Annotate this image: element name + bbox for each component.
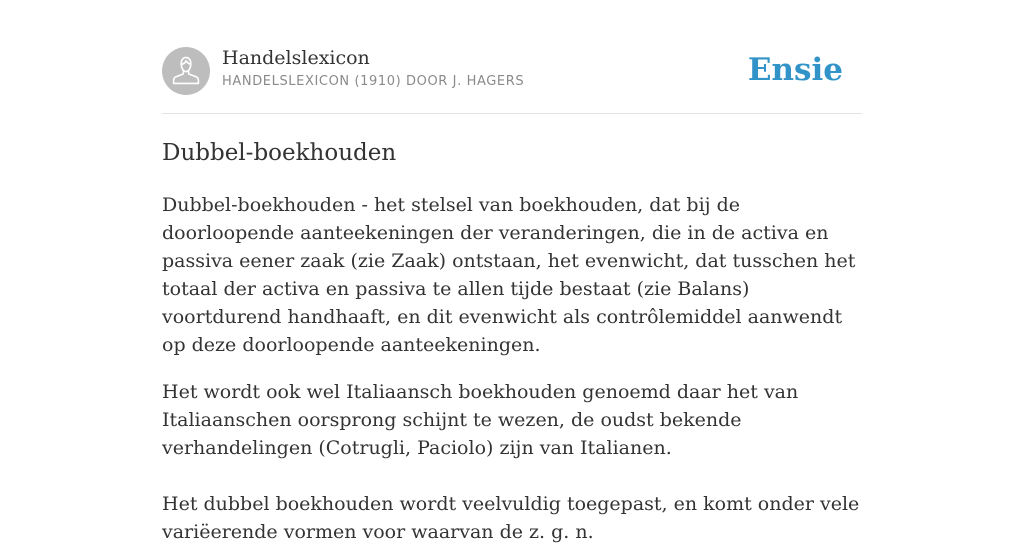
article-paragraph: Het wordt ook wel Italiaansch boekhouden genoemd daar het van Italiaanschen oorsprong schijnt te wezen, de oudst bekende verhandelingen (Cotrugli, Paciolo) zijn van Italianen. (162, 381, 799, 459)
publisher-header (162, 46, 862, 96)
article-paragraph: Het dubbel boekhouden wordt veelvuldig toegepast, en komt onder vele variëerende vormen voor waarvan de z. g. n. (162, 493, 860, 543)
header-divider (162, 113, 862, 114)
article (162, 137, 862, 546)
user-icon (162, 47, 210, 95)
ensie-logo[interactable]: Ensie (747, 52, 843, 88)
publisher-avatar[interactable] (162, 47, 210, 95)
publisher-name[interactable]: Handelslexicon (222, 47, 370, 69)
article-title: Dubbel-boekhouden (162, 140, 397, 166)
article-paragraph: Dubbel-boekhouden - het stelsel van boekhouden, dat bij de doorloopende aanteekeningen der veranderingen, die in de activa en passiva eener zaak (zie Zaak) ontstaan, het evenwicht, dat tusschen het totaal der activa en passiva te allen tijde bestaat (zie Balans) voortdurend handhaaft, en dit evenwicht als contrôlemiddel aanwendt op deze doorloopende aanteekeningen. (162, 194, 856, 356)
publisher-source: HANDELSLEXICON (1910) DOOR J. HAGERS (222, 74, 525, 89)
